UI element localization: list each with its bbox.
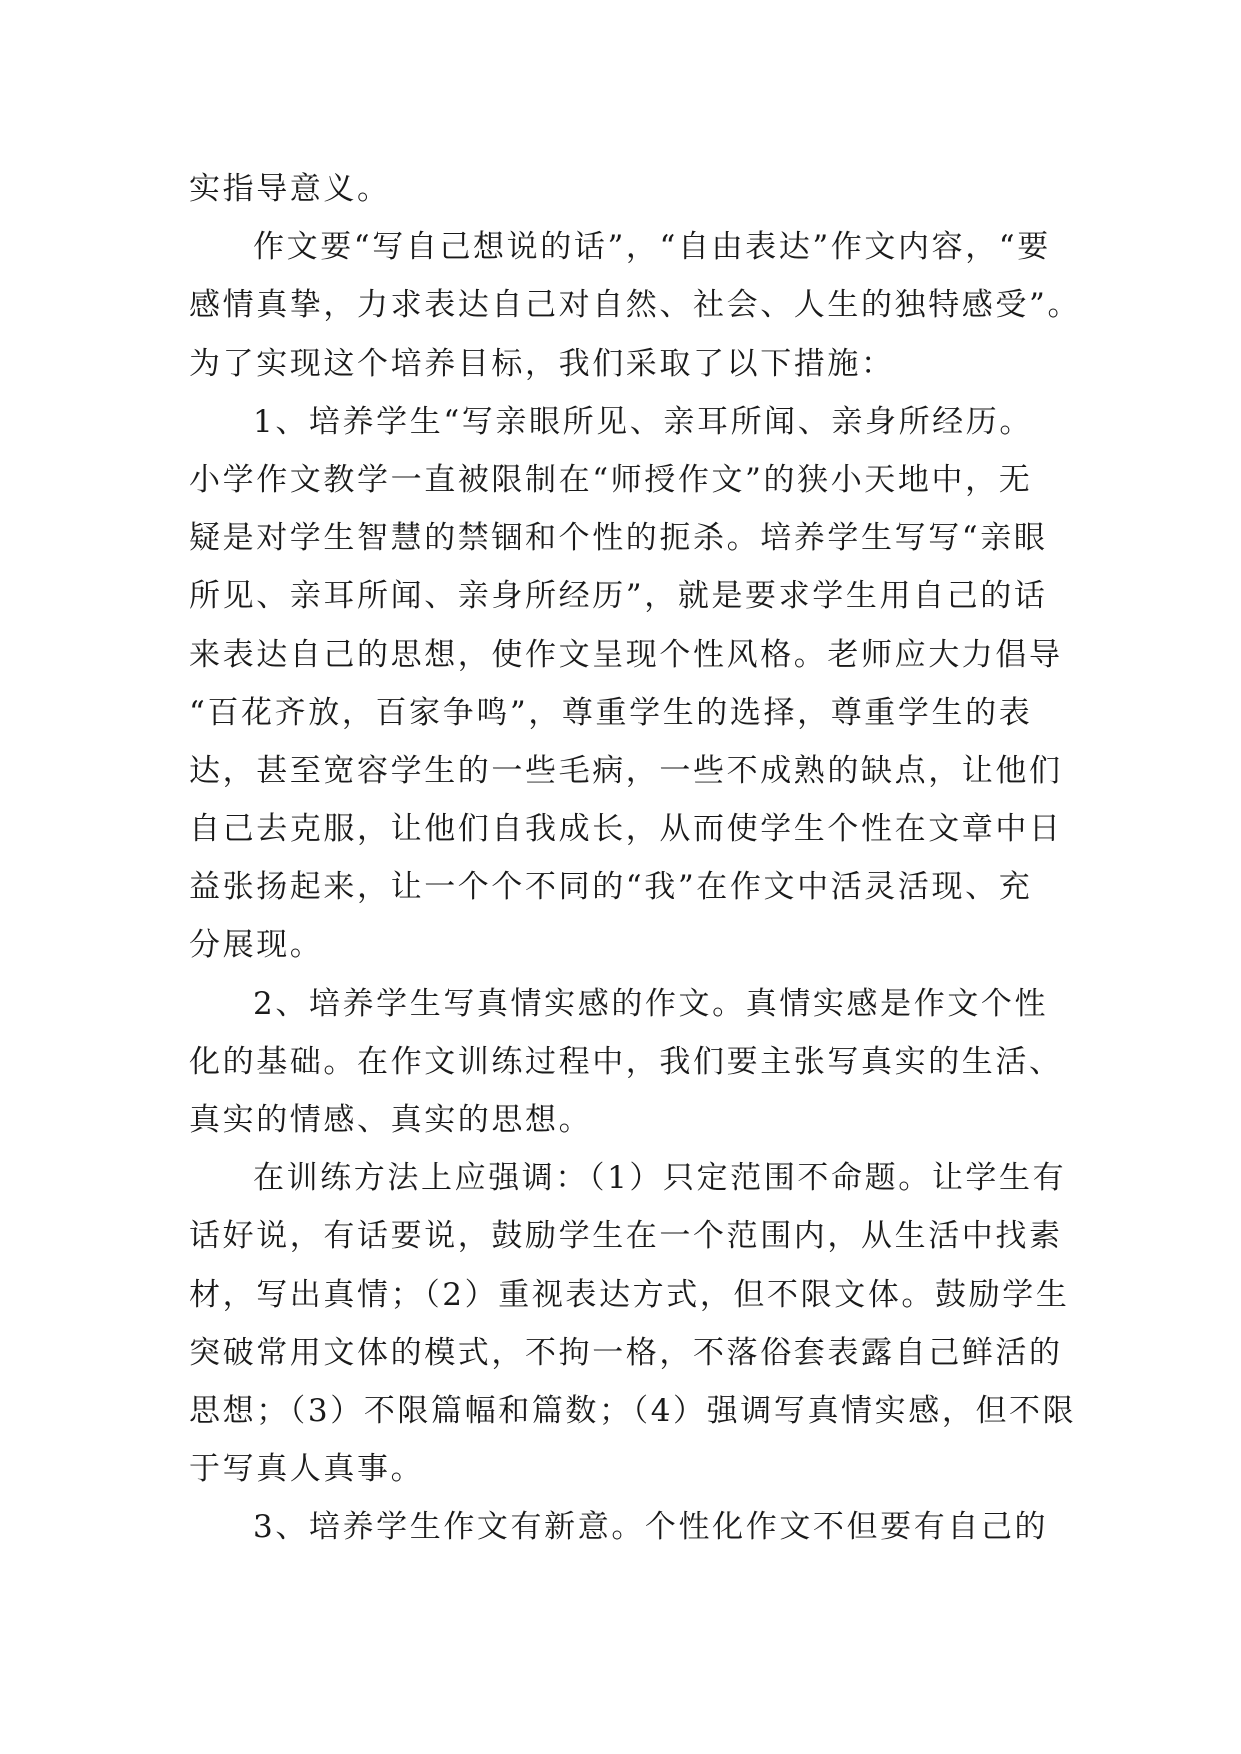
text-line: 于写真人真事。 — [189, 1451, 425, 1488]
text-line: 达，甚至宽容学生的一些毛病，一些不成熟的缺点，让他们 — [189, 752, 1063, 789]
text-line: 分展现。 — [189, 927, 324, 964]
text-line: 来表达自己的思想，使作文呈现个性风格。老师应大力倡导 — [189, 636, 1063, 673]
text-line: 感情真挚，力求表达自己对自然、社会、人生的独特感受”。 — [189, 287, 1082, 324]
text-line: 2、培养学生写真情实感的作文。真情实感是作文个性 — [253, 985, 1049, 1022]
text-line: 疑是对学生智慧的禁锢和个性的扼杀。培养学生写写“亲眼 — [189, 520, 1048, 557]
text-line: 真实的情感、真实的思想。 — [189, 1102, 593, 1138]
text-line: 化的基础。在作文训练过程中，我们要主张写真实的生活、 — [189, 1043, 1063, 1080]
text-line: 所见、亲耳所闻、亲身所经历”，就是要求学生用自己的话 — [189, 578, 1048, 615]
text-line: 小学作文教学一直被限制在“师授作文”的狭小天地中，无 — [189, 461, 1033, 498]
body-text — [189, 160, 1082, 1557]
text-line: 材，写出真情；（2）重视表达方式，但不限文体。鼓励学生 — [189, 1276, 1070, 1313]
text-line: 为了实现这个培养目标，我们采取了以下措施： — [189, 345, 895, 382]
text-line: 作文要“写自己想说的话”，“自由表达”作文内容，“要 — [253, 229, 1051, 266]
text-line: 1、培养学生“写亲眼所见、亲耳所闻、亲身所经历。 — [253, 403, 1033, 440]
text-line: 实指导意义。 — [189, 171, 391, 207]
text-line: 自己去克服，让他们自我成长，从而使学生个性在文章中日 — [189, 811, 1063, 848]
text-line: “百花齐放，百家争鸣”，尊重学生的选择，尊重学生的表 — [189, 694, 1033, 731]
text-line: 益张扬起来，让一个个不同的“我”在作文中活灵活现、充 — [189, 869, 1033, 906]
text-line: 在训练方法上应强调：（1）只定范围不命题。让学生有 — [253, 1160, 1067, 1197]
text-line: 3、培养学生作文有新意。个性化作文不但要有自己的 — [253, 1509, 1049, 1546]
text-line: 突破常用文体的模式，不拘一格，不落俗套表露自己鲜活的 — [189, 1334, 1063, 1371]
text-line: 话好说，有话要说，鼓励学生在一个范围内，从生活中找素 — [189, 1218, 1063, 1255]
text-line: 思想；（3）不限篇幅和篇数；（4）强调写真情实感，但不限 — [189, 1392, 1077, 1429]
